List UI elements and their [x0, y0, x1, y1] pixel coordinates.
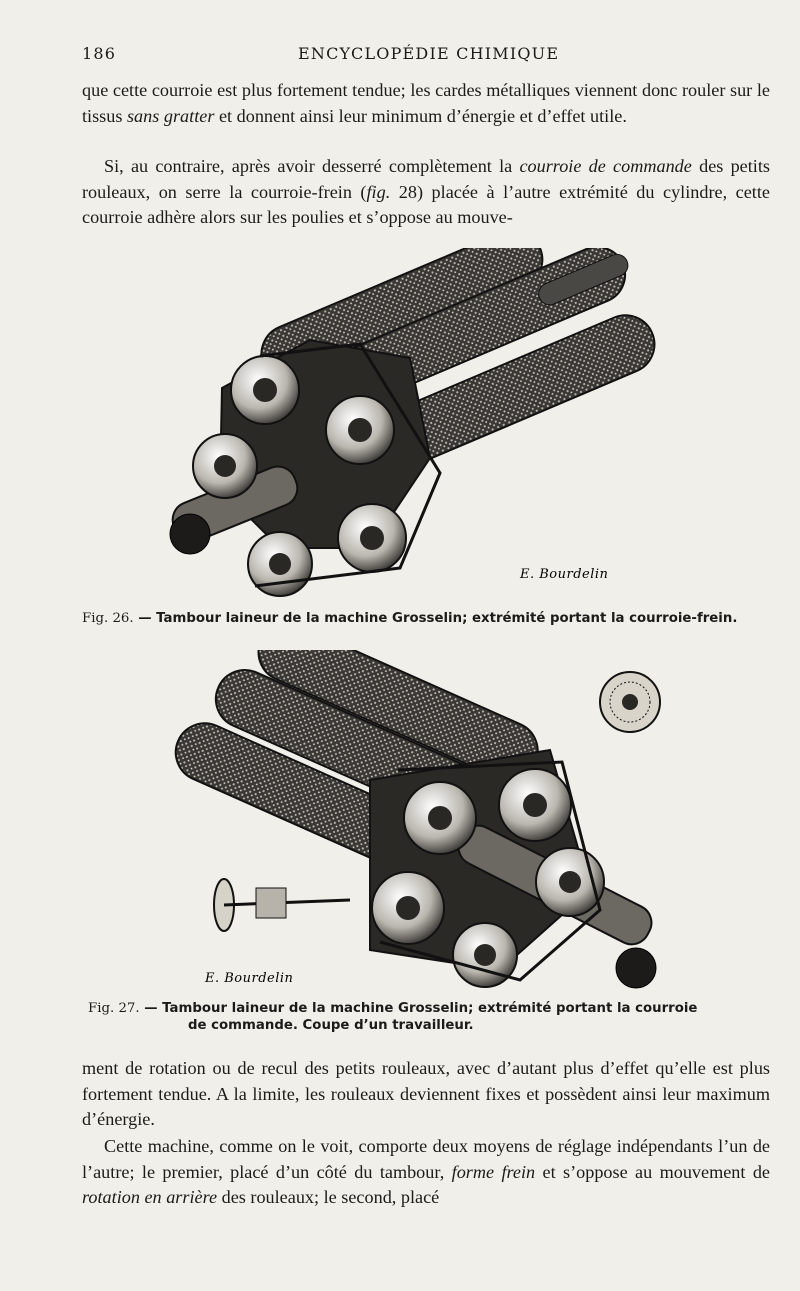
shaft-end — [616, 948, 656, 988]
text-run: des rouleaux; le second, placé — [217, 1187, 440, 1207]
shaft-end — [170, 514, 210, 554]
figure-26-caption — [82, 610, 782, 627]
figure-27-illustration — [170, 650, 670, 990]
running-title: ENCYCLOPÉDIE CHIMIQUE — [298, 44, 560, 63]
figure-26-illustration — [160, 248, 690, 600]
paragraph-2 — [82, 154, 770, 231]
italic-run: forme frein — [451, 1161, 536, 1182]
text-run: Cette machine, comme on le voit, comporte deux moyens de réglage indépendants l’un de l’autre; le premier, placé d’un côté du tambour, — [82, 1136, 770, 1182]
figure-26-signature: E. Bourdelin — [520, 567, 609, 582]
italic-run: courroie de commande — [519, 156, 692, 176]
figure-27-label: Fig. 27. — [88, 1001, 140, 1016]
italic-run: sans gratter — [126, 105, 215, 126]
text-run: 28) placée à l’autre extrémité du cylindre, cette courroie adhère alors sur les poulies et s’oppose au mouve- — [82, 181, 770, 227]
worker-cross-section — [600, 672, 660, 732]
paragraph-1 — [82, 78, 770, 129]
italic-run: rotation en arrière — [82, 1187, 218, 1207]
figure-27-signature: E. Bourdelin — [205, 971, 294, 986]
running-head — [82, 44, 772, 68]
figure-26-label: Fig. 26. — [82, 611, 134, 626]
figure-27-caption-line1: — Tambour laineur de la machine Grosselin; extrémité portant la courroie — [139, 1001, 698, 1016]
tension-screw — [214, 879, 350, 931]
text-run: Si, au contraire, après avoir desserré complètement la — [104, 156, 520, 176]
text-run: et donnent ainsi leur minimum d’énergie et d’effet utile. — [214, 105, 627, 126]
text-run: que cette courroie est plus fortement tendue; les cardes métalliques viennent donc rouler sur le tissus — [82, 80, 770, 126]
figure-27-caption — [88, 1000, 778, 1034]
paragraph-4 — [82, 1134, 770, 1211]
figure-27-caption-line2: de commande. Coupe d’un travailleur. — [188, 1018, 474, 1033]
text-run: et s’oppose au mouvement de — [535, 1161, 770, 1182]
italic-run: fig. — [366, 181, 391, 202]
roller-group-26 — [167, 248, 668, 596]
roller-group-27 — [170, 650, 660, 988]
figure-26-caption-text: — Tambour laineur de la machine Grosselin; extrémité portant la courroie-frein. — [133, 611, 738, 626]
page-number: 186 — [82, 44, 117, 63]
text-run: ment de rotation ou de recul des petits rouleaux, avec d’autant plus d’effet qu’elle est plus fortement tendue. A la limite, les rouleaux deviennent fixes et possèdent ainsi leur maximum d’énergie. — [82, 1058, 770, 1129]
text-run: des petits rouleaux, on serre la courroie-frein ( — [82, 156, 770, 202]
paragraph-3 — [82, 1056, 770, 1133]
